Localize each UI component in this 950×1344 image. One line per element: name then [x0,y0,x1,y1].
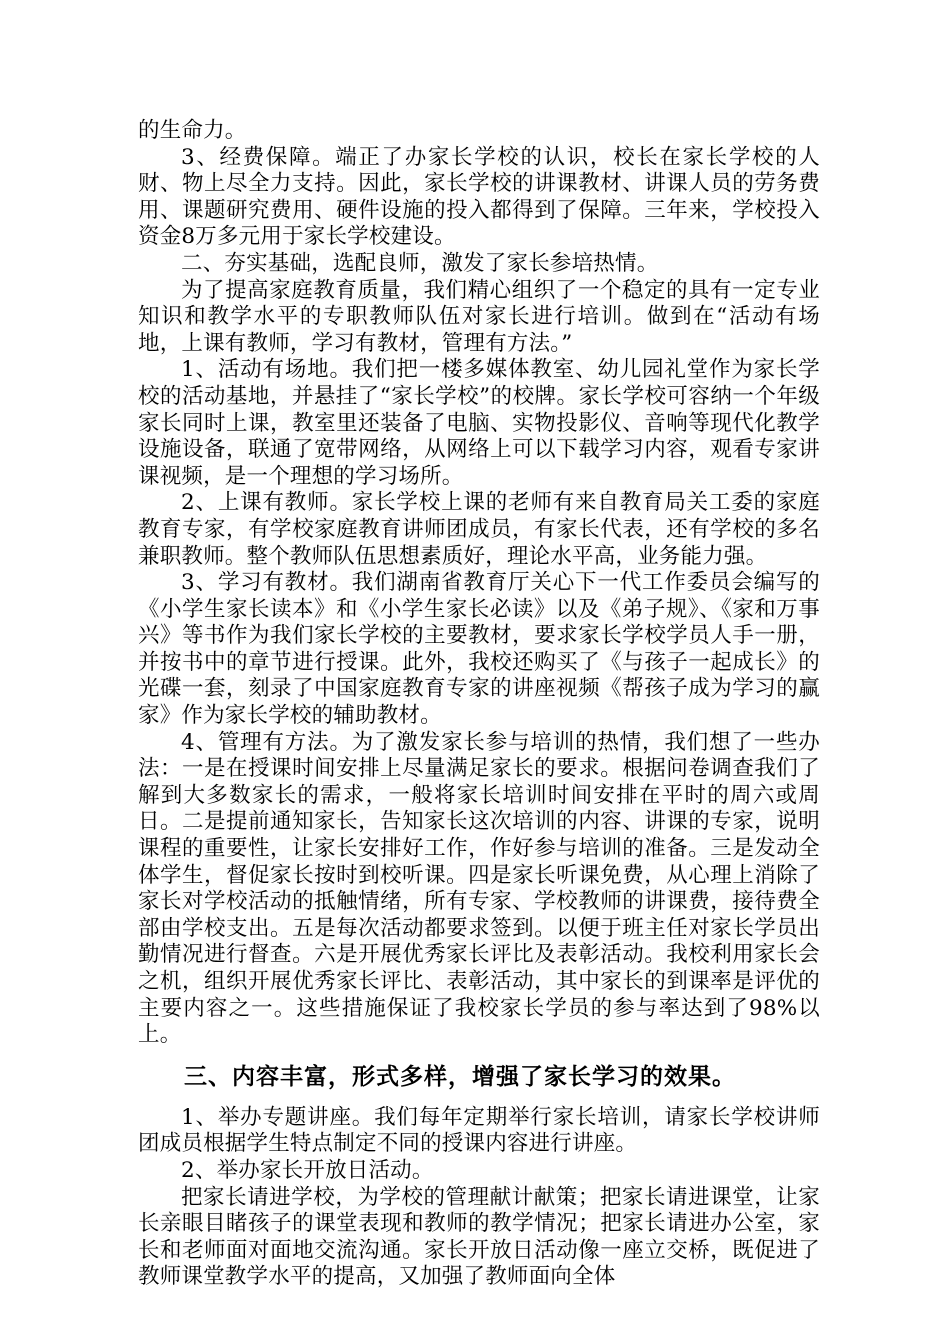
paragraph: 4、管理有方法。为了激发家长参与培训的热情，我们想了一些办法：一是在授课时间安排上尽量满足家长的要求。根据问卷调查我们了解到大多数家长的需求，一般将家长培训时间安排在平时的周六或周日。二是提前通知家长，告知家长这次培训的内容、讲课的专家，说明课程的重要性，让家长安排好工作，作好参与培训的准备。三是发动全体学生，督促家长按时到校听课。四是家长听课免费，从心理上消除了家长对学校活动的抵触情绪，所有专家、学校教师的讲课费，接待费全部由学校支出。五是每次活动都要求签到。以便于班主任对家长学员出勤情况进行督查。六是开展优秀家长评比及表彰活动。我校利用家长会之机，组织开展优秀家长评比、表彰活动，其中家长的到课率是评优的主要内容之一。这些措施保证了我校家长学员的参与率达到了98%以上。 [138,729,820,1048]
document-page [138,118,820,1291]
paragraph: 2、举办家长开放日活动。 [181,1157,434,1183]
paragraph: 把家长请进学校，为学校的管理献计献策；把家长请进课堂，让家长亲眼目睹孩子的课堂表现和教师的教学情况；把家长请进办公室，家长和老师面对面地交流沟通。家长开放日活动像一座立交桥，既促进了教师课堂教学水平的提高，又加强了教师面向全体 [138,1184,820,1290]
section-heading: 三、内容丰富，形式多样，增强了家长学习的效果。 [184,1063,736,1090]
body-text-top [138,118,820,1049]
paragraph: 1、举办专题讲座。我们每年定期举行家长培训，请家长学校讲师团成员根据学生特点制定不同的授课内容进行讲座。 [138,1104,820,1157]
paragraph: 3、学习有教材。我们湖南省教育厅关心下一代工作委员会编写的《小学生家长读本》和《小学生家长必读》以及《弟子规》、《家和万事兴》等书作为我们家长学校的主要教材，要求家长学校学员人手一册，并按书中的章节进行授课。此外，我校还购买了《与孩子一起成长》的光碟一套，刻录了中国家庭教育专家的讲座视频《帮孩子成为学习的赢家》作为家长学校的辅助教材。 [138,570,820,729]
paragraph: 二、夯实基础，选配良师，激发了家长参培热情。 [181,250,659,276]
paragraph: 3、经费保障。端正了办家长学校的认识，校长在家长学校的人财、物上尽全力支持。因此，家长学校的讲课教材、讲课人员的劳务费用、课题研究费用、硬件设施的投入都得到了保障。三年来，学校投入资金8万多元用于家长学校建设。 [138,144,820,250]
paragraph: 1、活动有场地。我们把一楼多媒体教室、幼儿园礼堂作为家长学校的活动基地，并悬挂了“家长学校”的校牌。家长学校可容纳一个年级家长同时上课，教室里还装备了电脑、实物投影仪、音响等现代化教学设施设备，联通了宽带网络，从网络上可以下载学习内容，观看专家讲课视频，是一个理想的学习场所。 [138,357,820,489]
paragraph: 为了提高家庭教育质量，我们精心组织了一个稳定的具有一定专业知识和教学水平的专职教师队伍对家长进行培训。做到在“活动有场地，上课有教师，学习有教材，管理有方法。” [138,277,820,356]
body-text-bottom [138,1105,820,1291]
paragraph: 2、上课有教师。家长学校上课的老师有来自教育局关工委的家庭教育专家，有学校家庭教育讲师团成员，有家长代表，还有学校的多名兼职教师。整个教师队伍思想素质好，理论水平高，业务能力强。 [138,490,820,569]
paragraph: 的生命力。 [138,118,247,143]
